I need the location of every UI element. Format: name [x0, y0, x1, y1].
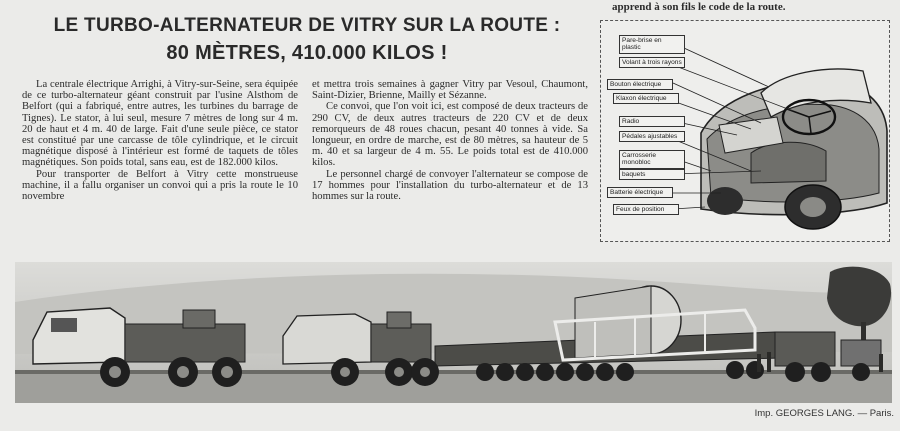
paragraph: La centrale électrique Arrighi, à Vitry-sur-Seine, sera équipée de ce turbo-alternateur géant construit par l'usine Alsthom de Belfort (qui a fabriqué, entre autres, les turbines du barrage de Tignes). Le stator, à lui seul, mesure 7 mètres de long sur 4 m. 20 de haut et 4 m. 40 de large. Fait d'une seule pièce, ce stator est constitué par une carcasse de tôle cylindrique, et le circuit magnétique disposé à l'intérieur est formé de taquets de tôles magnétiques. Son poids total, sans eau, est de 182.000 kilos.: [22, 79, 298, 169]
convoy-photo: [15, 262, 892, 403]
diagram-label-battery: Batterie électrique: [607, 187, 673, 198]
printer-imprint: Imp. GEORGES LANG. — Paris.: [754, 408, 894, 419]
diagram-label-position-lights: Feux de position: [613, 204, 679, 215]
paragraph: et mettra trois semaines à gagner Vitry par Vesoul, Chaumont, Saint-Dizier, Brienne, Mailly et Sézanne.: [312, 79, 588, 102]
paragraph: Pour transporter de Belfort à Vitry cette monstrueuse machine, il a fallu organiser un convoi qui a pris la route le 10 novembre: [22, 168, 298, 203]
diagram-label-windshield: Pare-brise en plastic: [619, 35, 685, 54]
diagram-label-steering-wheel: Volant à trois rayons: [619, 57, 685, 68]
headline-line-1: LE TURBO-ALTERNATEUR DE VITRY SUR LA ROUTE :: [53, 15, 561, 36]
article-column-2: [312, 79, 588, 202]
diagram-label-bodywork: Carrosserie monobloc: [619, 150, 685, 169]
car-diagram: [600, 20, 890, 242]
article-column-1: [22, 79, 298, 202]
paragraph: Ce convoi, que l'on voit ici, est composé de deux tracteurs de 290 CV, de deux autres tracteurs de 220 CV et de deux remorqueurs de 48 roues chacun, pesant 40 tonnes à vide. Sa longueur, en ordre de marche, est de 80 mètres, sa hauteur de 5 m. 40 et sa largeur de 4 m. 55. Le poids total est de 410.000 kilos.: [312, 101, 588, 169]
convoy-illustration: [15, 262, 892, 403]
headline: [22, 14, 592, 66]
diagram-label-seats: baquets: [619, 169, 685, 180]
diagram-label-radio: Radio: [619, 116, 685, 127]
sidebar-caption: apprend à son fils le code de la route.: [612, 1, 786, 13]
paragraph: Le personnel chargé de convoyer l'alternateur se compose de 17 hommes pour l'installation du turbo-alternateur et de 13 hommes sur la route.: [312, 168, 588, 203]
headline-line-2: 80 MÈTRES, 410.000 KILOS !: [166, 42, 448, 64]
diagram-label-pedals: Pédales ajustables: [619, 131, 685, 142]
diagram-label-electric-horn: Klaxon électrique: [613, 93, 679, 104]
diagram-label-electric-button: Bouton électrique: [607, 79, 673, 90]
